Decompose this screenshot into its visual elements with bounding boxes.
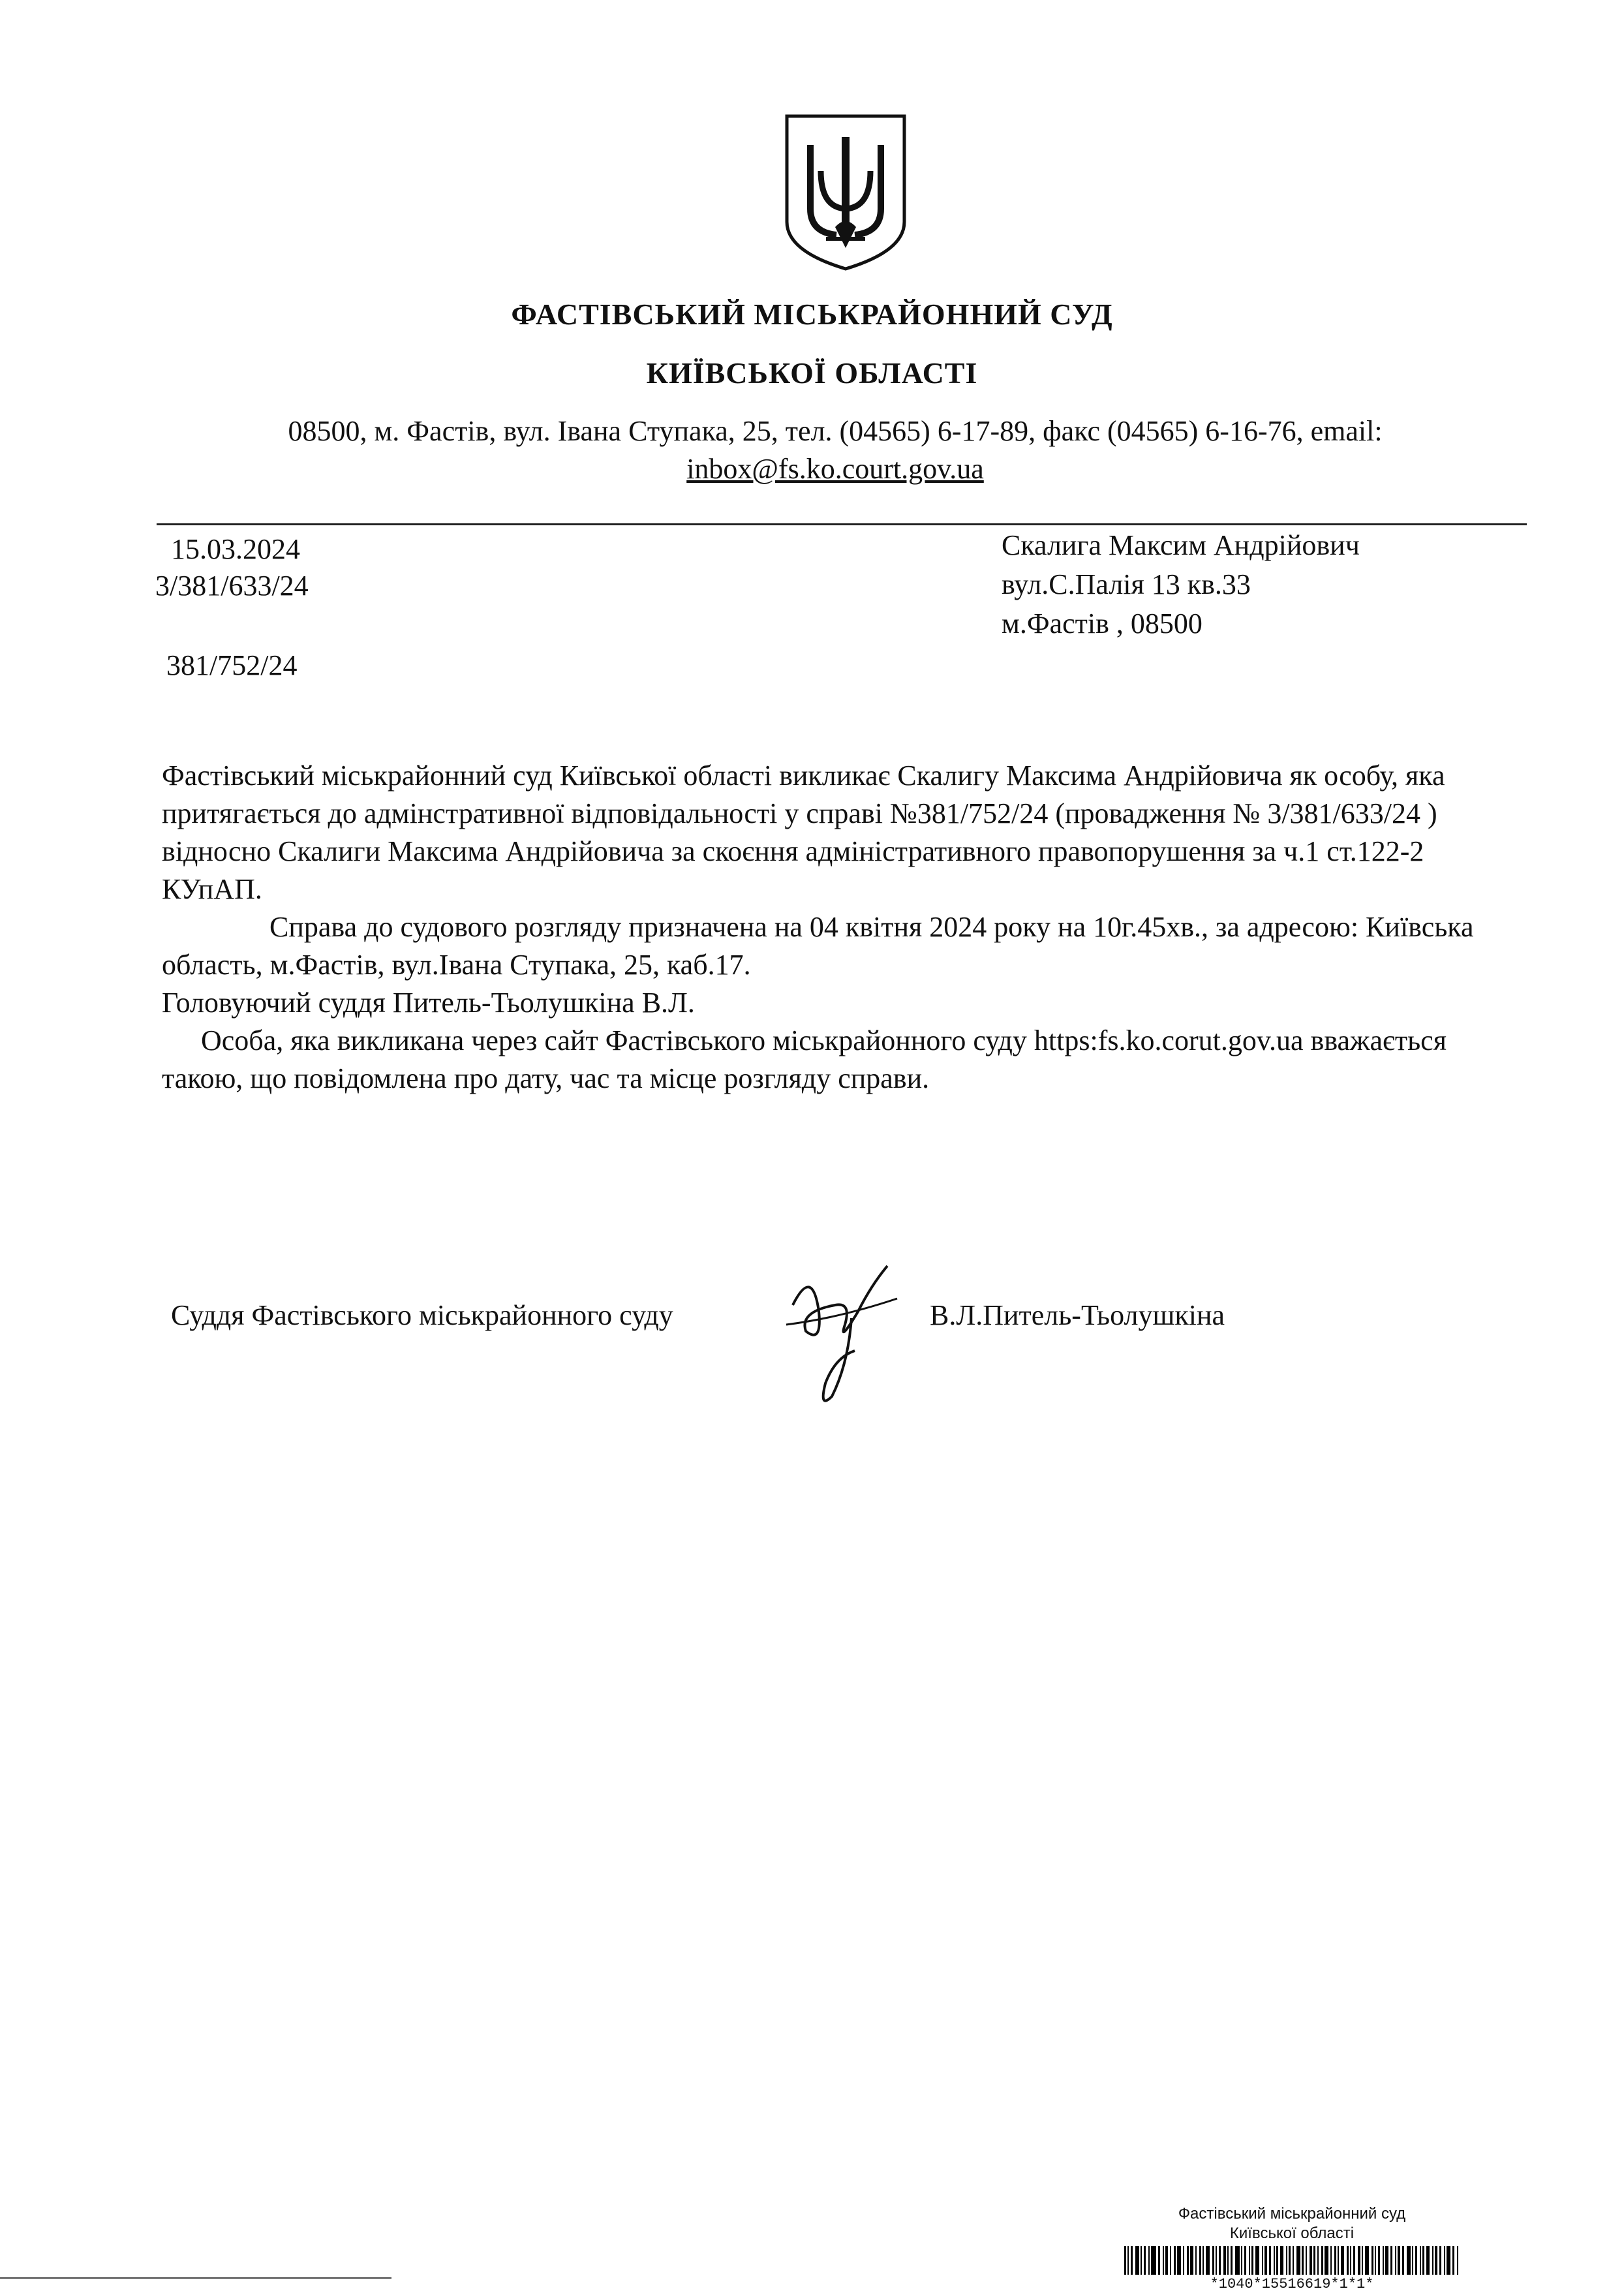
barcode-bar: [1365, 2246, 1369, 2275]
barcode-bar: [1206, 2246, 1210, 2275]
barcode-bar: [1338, 2246, 1339, 2275]
barcode-bar: [1223, 2246, 1226, 2275]
barcode-bar: [1447, 2246, 1450, 2275]
barcode-bar: [1235, 2246, 1240, 2275]
paragraph-notification: Особа, яка викликана через сайт Фастівського міськрайонного суду https:fs.ko.corut.gov.ua вважається такою, що повідомлена про дату, час та місце розгляду справи.: [162, 1024, 1447, 1094]
barcode-bar: [1325, 2246, 1328, 2275]
stamp-region: Київської області: [1229, 2224, 1355, 2242]
barcode-bar: [1144, 2246, 1146, 2275]
email-link[interactable]: inbox@fs.ko.court.gov.ua: [686, 453, 984, 485]
barcode-bar: [1334, 2246, 1336, 2275]
barcode-bar: [1127, 2246, 1129, 2275]
registry-stamp: [1031, 2204, 1553, 2292]
notice-body: [162, 757, 1525, 1098]
court-contact: [196, 412, 1475, 488]
barcode-bar: [1231, 2246, 1233, 2275]
barcode-bar: [1203, 2246, 1204, 2275]
barcode-bar: [1402, 2246, 1404, 2275]
page-edge-line: [0, 2277, 391, 2279]
barcode-number: *1040*15516619*1*1*: [1210, 2276, 1374, 2292]
handwritten-signature: [773, 1253, 910, 1413]
barcode-bar: [1216, 2246, 1217, 2275]
barcode-bar: [1183, 2246, 1184, 2275]
barcode-bar: [1280, 2246, 1283, 2275]
barcode-bar: [1141, 2246, 1142, 2275]
barcode-bar: [1124, 2246, 1126, 2275]
header-divider: [157, 523, 1527, 525]
barcode-bar: [1313, 2246, 1315, 2275]
barcode-bar: [1195, 2246, 1197, 2275]
recipient-city: м.Фастів , 08500: [1002, 608, 1203, 639]
barcode-bar: [1264, 2246, 1267, 2275]
court-region: КИЇВСЬКОЇ ОБЛАСТІ: [646, 356, 978, 390]
coat-of-arms-icon: [780, 111, 911, 274]
barcode-bar: [1420, 2246, 1421, 2275]
barcode-bar: [1293, 2246, 1294, 2275]
barcode-bar: [1347, 2246, 1349, 2275]
signer-name: В.Л.Питель-Тьолушкіна: [930, 1299, 1225, 1331]
barcode-bar: [1148, 2246, 1150, 2275]
barcode-bar: [1371, 2246, 1373, 2275]
barcode-bar: [1321, 2246, 1323, 2275]
barcode-bar: [1219, 2246, 1221, 2275]
barcode-bar: [1398, 2246, 1400, 2275]
barcode-bar: [1341, 2246, 1344, 2275]
barcode-bar: [1296, 2246, 1300, 2275]
barcode-bar: [1306, 2246, 1307, 2275]
registration-number: 3/381/633/24: [155, 570, 309, 602]
barcode-bar: [1422, 2246, 1424, 2275]
barcode-bar: [1131, 2246, 1133, 2275]
barcode-bar: [1227, 2246, 1229, 2275]
barcode-bar: [1415, 2246, 1417, 2275]
paragraph-summons: Фастівський міськрайонний суд Київської області викликає Скалигу Максима Андрійовича як особу, яка притягається до адмінстративної відповідальності у справі №381/752/24 (провадження № 3/381/633/24 ) відносно Скалиги Максима Андрійовича за скоєння адміністративного правопорушення за ч.1 ст.122-2 КУпАП.: [162, 760, 1445, 905]
recipient-block: [1002, 526, 1360, 643]
barcode-bar: [1317, 2246, 1319, 2275]
barcode-bar: [1444, 2246, 1445, 2275]
barcode-bar: [1241, 2246, 1242, 2275]
barcode-bar: [1358, 2246, 1360, 2275]
barcode-bar: [1151, 2246, 1156, 2275]
signer-position: Суддя Фастівського міськрайонного суду: [171, 1299, 673, 1331]
barcode-bar: [1383, 2246, 1384, 2275]
barcode-bar: [1190, 2246, 1193, 2275]
barcode-bar: [1274, 2246, 1275, 2275]
barcode-bar: [1244, 2246, 1246, 2275]
recipient-name: Скалига Максим Андрійович: [1002, 529, 1360, 561]
barcode-bar: [1353, 2246, 1355, 2275]
barcode-bar: [1435, 2246, 1437, 2275]
recipient-street: вул.С.Палія 13 кв.33: [1002, 568, 1251, 600]
barcode-bar: [1378, 2246, 1380, 2275]
stamp-court-name: Фастівський міськрайонний суд: [1178, 2205, 1406, 2223]
barcode-bar: [1452, 2246, 1454, 2275]
barcode-bar: [1163, 2246, 1164, 2275]
barcode: [1031, 2246, 1553, 2275]
barcode-bar: [1170, 2246, 1171, 2275]
barcode-bar: [1199, 2246, 1201, 2275]
barcode-bar: [1269, 2246, 1271, 2275]
barcode-bar: [1286, 2246, 1287, 2275]
barcode-bar: [1390, 2246, 1392, 2275]
barcode-bar: [1174, 2246, 1176, 2275]
barcode-bar: [1187, 2246, 1189, 2275]
barcode-bar: [1289, 2246, 1291, 2275]
barcode-bar: [1375, 2246, 1376, 2275]
barcode-bar: [1310, 2246, 1312, 2275]
barcode-bar: [1158, 2246, 1160, 2275]
paragraph-judge: Головуючий суддя Питель-Тьолушкіна В.Л.: [162, 987, 695, 1019]
paragraph-hearing: Справа до судового розгляду призначена на 04 квітня 2024 року на 10г.45хв., за адресою: Київська область, м.Фастів, вул.Івана Ступака, 25, каб.17.: [162, 911, 1474, 981]
barcode-bar: [1177, 2246, 1181, 2275]
barcode-bar: [1165, 2246, 1168, 2275]
barcode-bar: [1395, 2246, 1396, 2275]
barcode-bar: [1412, 2246, 1413, 2275]
barcode-bar: [1432, 2246, 1433, 2275]
barcode-bar: [1426, 2246, 1430, 2275]
barcode-bar: [1407, 2246, 1411, 2275]
barcode-bar: [1350, 2246, 1351, 2275]
document-date: 15.03.2024: [171, 533, 300, 565]
barcode-bar: [1251, 2246, 1253, 2275]
case-number: 381/752/24: [166, 649, 298, 681]
barcode-bar: [1362, 2246, 1363, 2275]
address-line: 08500, м. Фастів, вул. Івана Ступака, 25, тел. (04565) 6-17-89, факс (04565) 6-16-76, email:: [288, 415, 1383, 447]
barcode-bar: [1302, 2246, 1304, 2275]
barcode-bar: [1385, 2246, 1388, 2275]
barcode-bar: [1255, 2246, 1259, 2275]
barcode-bar: [1262, 2246, 1263, 2275]
barcode-bar: [1457, 2246, 1458, 2275]
barcode-bar: [1276, 2246, 1278, 2275]
barcode-bar: [1135, 2246, 1139, 2275]
court-name: ФАСТІВСЬКИЙ МІСЬКРАЙОННИЙ СУД: [511, 298, 1113, 331]
barcode-bar: [1249, 2246, 1250, 2275]
barcode-bar: [1212, 2246, 1214, 2275]
barcode-bar: [1330, 2246, 1332, 2275]
barcode-bar: [1439, 2246, 1441, 2275]
